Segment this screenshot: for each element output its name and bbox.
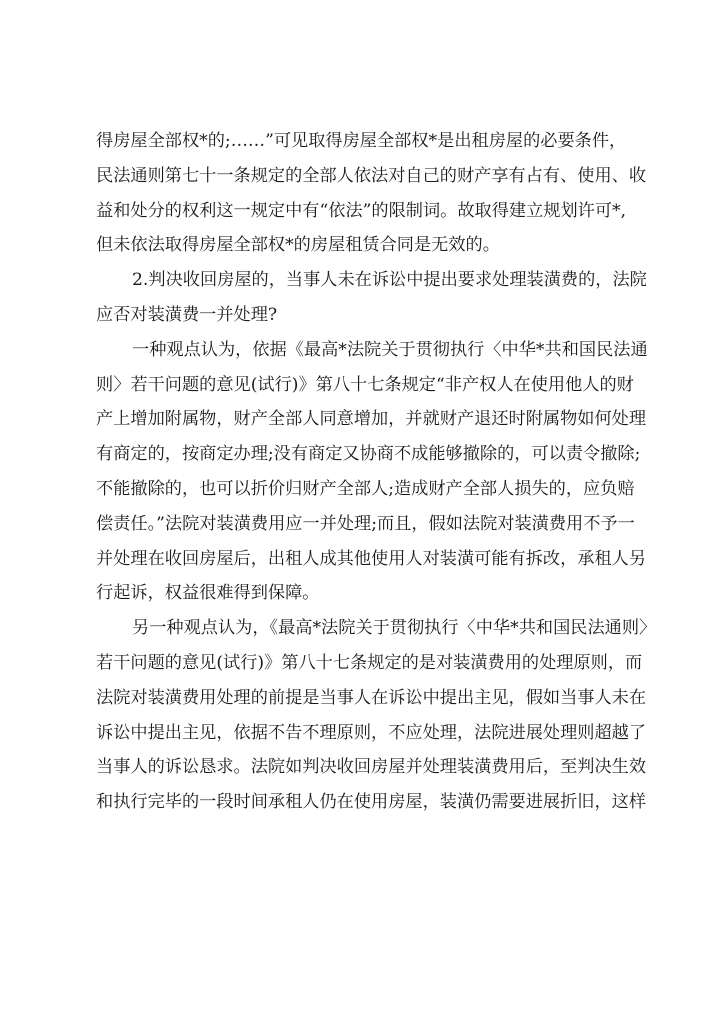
text-line-18: 诉讼中提出主见，依据不告不理原则，不应处理，法院进展处理则超越了	[96, 722, 647, 743]
text-line-6: 应否对装潢费一并处理?	[96, 304, 278, 325]
text-line-5: 2.判决收回房屋的，当事人未在诉讼中提出要求处理装潢费的，法院	[132, 270, 647, 291]
text-line-8: 则〉若干问题的意见(试行)》第八十七条规定“非产权人在使用他人的财	[96, 374, 634, 395]
text-line-1: 得房屋全部权*的;……”可见取得房屋全部权*是出租房屋的必要条件，	[96, 131, 627, 151]
text-line-15: 另一种观点认为，《最高*法院关于贯彻执行〈中华*共和国民法通则〉	[132, 618, 657, 639]
text-line-14: 行起诉，权益很难得到保障。	[96, 583, 320, 604]
text-line-9: 产上增加附属物，财产全部人同意增加，并就财产退还时附属物如何处理	[96, 409, 647, 430]
text-line-10: 有商定的，按商定办理;没有商定又协商不成能够撤除的，可以责令撤除;	[96, 444, 641, 465]
text-line-7: 一种观点认为，依据《最高*法院关于贯彻执行〈中华*共和国民法通	[132, 339, 648, 360]
text-line-13: 并处理在收回房屋后，出租人成其他使用人对装潢可能有拆改，承租人另	[96, 548, 647, 569]
document-body	[96, 124, 657, 820]
text-line-20: 和执行完毕的一段时间承租人仍在使用房屋，装潢仍需要进展折旧，这样	[96, 792, 647, 813]
text-line-3: 益和处分的权利这一规定中有“依法”的限制词。故取得建立规划许可*,	[96, 200, 627, 221]
text-line-2: 民法通则第七十一条规定的全部人依法对自己的财产享有占有、使用、收	[96, 165, 647, 186]
text-line-17: 法院对装潢费用处理的前提是当事人在诉讼中提出主见，假如当事人未在	[96, 687, 647, 708]
text-line-11: 不能撤除的，也可以折价归财产全部人;造成财产全部人损失的，应负赔	[96, 478, 635, 499]
text-line-16: 若干问题的意见(试行)》第八十七条规定的是对装潢费用的处理原则，而	[96, 652, 643, 673]
text-line-4: 但未依法取得房屋全部权*的房屋租赁合同是无效的。	[96, 235, 500, 256]
text-line-12: 偿责任。”法院对装潢费用应一并处理;而且，假如法院对装潢费用不予一	[96, 513, 635, 534]
text-line-19: 当事人的诉讼恳求。法院如判决收回房屋并处理装潢费用后，至判决生效	[96, 757, 647, 778]
